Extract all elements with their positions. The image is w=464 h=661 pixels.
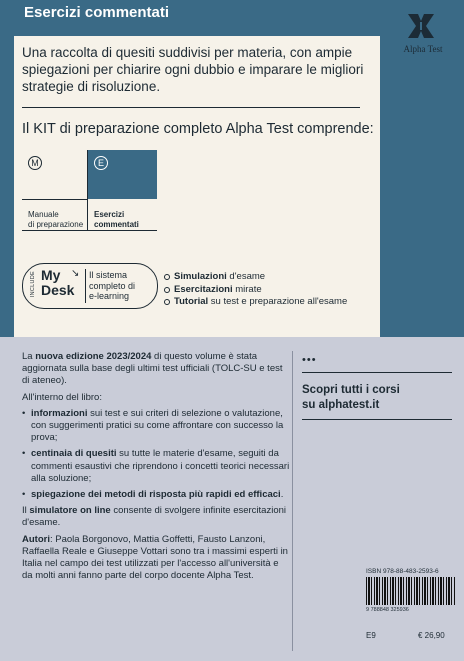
product-code: E9 <box>366 631 376 640</box>
edition-paragraph: La nuova edizione 2023/2024 di questo volume è stata aggiornata sulla base degli ultimi test ufficiali (TOLC-SU e test di ateneo). <box>22 351 283 387</box>
divider <box>292 351 293 651</box>
list-item: • informazioni sui test e sui criteri di selezione o valutazione, con suggerimenti pratici su come affrontare con successo la prova; <box>22 408 290 445</box>
intro-text: Una raccolta di quesiti suddivisi per materia, con ampie spiegazioni per chiarire ogni dubbio e imparare le migliori strategie di risoluzione. <box>22 45 364 94</box>
alpha-test-logo <box>396 12 450 58</box>
kit-label: Manuale di preparazione <box>28 210 84 229</box>
include-label: INCLUDE <box>30 271 36 298</box>
divider <box>85 269 86 303</box>
circle-bullet-icon <box>164 299 170 305</box>
logo-text: Alpha Test <box>403 44 443 54</box>
feature-item: Simulazioni d'esame <box>164 271 347 284</box>
price: € 26,90 <box>418 631 445 640</box>
kit-label: Esercizi commentati <box>94 210 139 229</box>
header-banner <box>14 0 380 36</box>
authors-paragraph: Autori: Paola Borgonovo, Mattia Goffetti, Fausto Lanzoni, Raffaella Reale e Giuseppe Vottari sono tra i massimi esperti in Italia nel campo dei test utilizzati per l'accesso all'università e da molti anni fanno parte del corpo docente Alpha Test. <box>22 533 288 582</box>
list-item: • centinaia di quesiti su tutte le materie d'esame, seguiti da commenti esaustivi che riprendono i concetti teorici necessari alla soluzione; <box>22 448 290 485</box>
kit-item-esercizi <box>88 150 157 230</box>
circle-bullet-icon <box>164 287 170 293</box>
e-circle-icon: E <box>94 156 108 170</box>
divider <box>302 419 452 420</box>
header-title: Esercizi commentati <box>24 4 170 21</box>
barcode <box>366 577 456 605</box>
divider <box>22 230 157 231</box>
feature-list <box>164 271 347 309</box>
courses-link[interactable]: Scopri tutti i corsi su alphatest.it <box>302 384 400 411</box>
description-column <box>22 351 290 586</box>
isbn-text: ISBN 978-88-483-2593-6 <box>366 568 439 575</box>
divider <box>22 199 88 200</box>
feature-item: Esercitazioni mirate <box>164 284 347 297</box>
list-item: • spiegazione dei metodi di risposta più rapidi ed efficaci. <box>22 489 290 501</box>
barcode-number: 9 788848 325936 <box>366 607 409 613</box>
mydesk-badge <box>22 263 158 309</box>
m-circle-icon: M <box>28 156 42 170</box>
divider <box>22 107 360 108</box>
mydesk-brand: My Desk <box>41 267 75 298</box>
contents-heading: All'interno del libro: <box>22 391 102 403</box>
feature-item: Tutorial su test e preparazione all'esame <box>164 296 347 309</box>
kit-title: Il KIT di preparazione completo Alpha Test comprende: <box>22 121 374 137</box>
mydesk-description: Il sistema completo di e-learning <box>89 270 136 301</box>
contents-list <box>22 408 290 501</box>
alpha-logo-icon <box>406 12 436 40</box>
simulator-paragraph: Il simulatore on line consente di svolgere infinite esercitazioni d'esame. <box>22 505 287 529</box>
arrow-icon: ↘ <box>71 268 80 279</box>
dots-icon: ••• <box>302 354 317 366</box>
kit-item-manuale <box>22 150 88 230</box>
divider <box>302 372 452 373</box>
circle-bullet-icon <box>164 274 170 280</box>
